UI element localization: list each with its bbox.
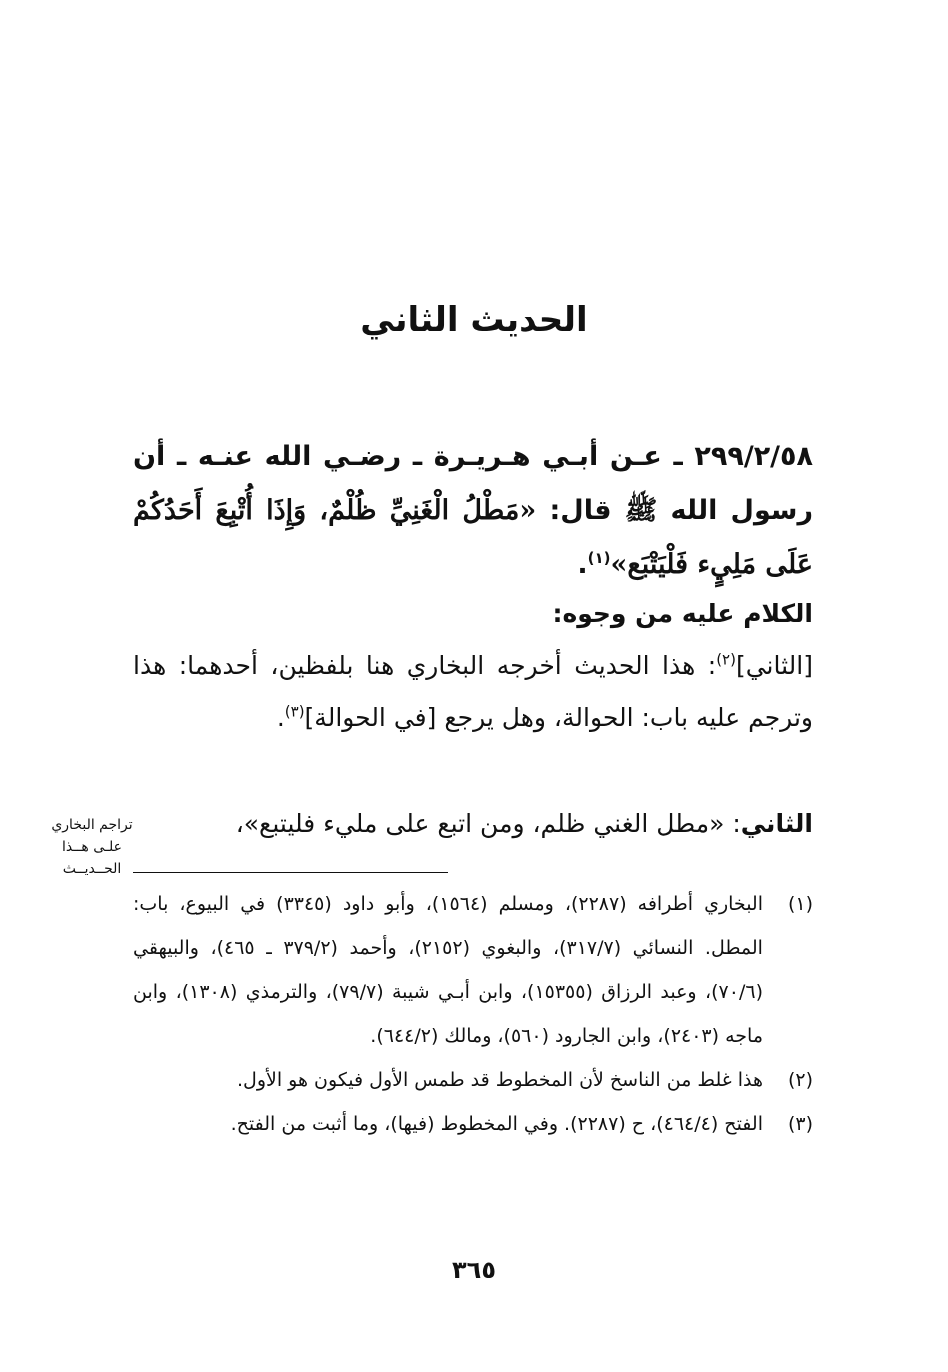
footnote-ref: (٢) xyxy=(716,650,736,669)
margin-note-line: الحــديــث xyxy=(62,861,122,877)
page-number: ٣٦٥ xyxy=(452,1256,496,1284)
paragraph-end: . xyxy=(276,703,285,732)
page-title: الحديث الثاني xyxy=(360,300,588,340)
margin-note-line: علـى هــذا xyxy=(61,839,123,855)
footnote-text: البخاري أطرافه (٢٢٨٧)، ومسلم (١٥٦٤)، وأبو داود (٣٣٤٥) في البيوع، باب: المطل. النسائي (٣١٧/٧)، والبغوي (٢١٥٢)، وأحمد (٣٧٩/٢ ـ ٤٦٥)، والبيهقي (٧٠/٦)، وعبد الرزاق (١٥٣٥٥)، وابن أبـي شيبة (٧٩/٧)، والترمذي (١٣٠٨)، وابن ماجه (٢٤٠٣)، وابن الجارود (٥٦٠)، ومالك (٦٤٤/٢). xyxy=(133,893,763,1047)
hadith-intro: ـ عـن أبـي هـريـرة ـ رضـي الله عنـه ـ أن رسول الله ﷺ قال: xyxy=(133,441,813,526)
footnote xyxy=(133,882,813,1058)
hadith-number: ٢٩٩/٢/٥٨ xyxy=(694,441,814,472)
paragraph-text: : هذا الحديث أخرجه البخاري هنا بلفظين، أحدهما: هذا وترجم عليه باب: الحوالة، وهل يرجع [في الحوالة] xyxy=(133,651,813,732)
margin-note xyxy=(50,814,134,880)
footnote xyxy=(133,1058,813,1102)
paragraph xyxy=(133,798,813,850)
paragraph xyxy=(133,640,813,744)
footnote-ref: (١) xyxy=(587,549,611,567)
paragraph-lead: [الثاني] xyxy=(735,651,813,680)
paragraph-lead: الثاني xyxy=(740,809,813,838)
hadith-text xyxy=(133,430,813,592)
footnote-ref: (٣) xyxy=(284,702,305,721)
margin-note-line: تراجم البخاري xyxy=(51,817,133,833)
footnote-text: هذا غلط من الناسخ لأن المخطوط قد طمس الأول فيكون هو الأول. xyxy=(237,1069,763,1091)
footnote-number: (٣) xyxy=(787,1113,813,1135)
footnotes xyxy=(133,882,813,1146)
footnote-number: (٢) xyxy=(787,1069,813,1091)
footnote xyxy=(133,1102,813,1146)
section-heading: الكلام عليه من وجوه: xyxy=(552,599,813,628)
footnote-number: (١) xyxy=(787,893,813,915)
paragraph-text: : «مطل الغني ظلم، ومن اتبع على مليء فليتبع»، xyxy=(235,809,741,838)
hadith-quote: «مَطْلُ الْغَنِيِّ ظُلْمٌ، وَإِذَا أُتْبِعَ أَحَدُكُمْ عَلَى مَلِيٍء فَلْيَتْبَع» xyxy=(133,495,813,580)
footnote-text: الفتح (٤٦٤/٤)، ح (٢٢٨٧). وفي المخطوط (فيها)، وما أثبت من الفتح. xyxy=(230,1113,763,1135)
hadith-end: . xyxy=(577,549,588,580)
